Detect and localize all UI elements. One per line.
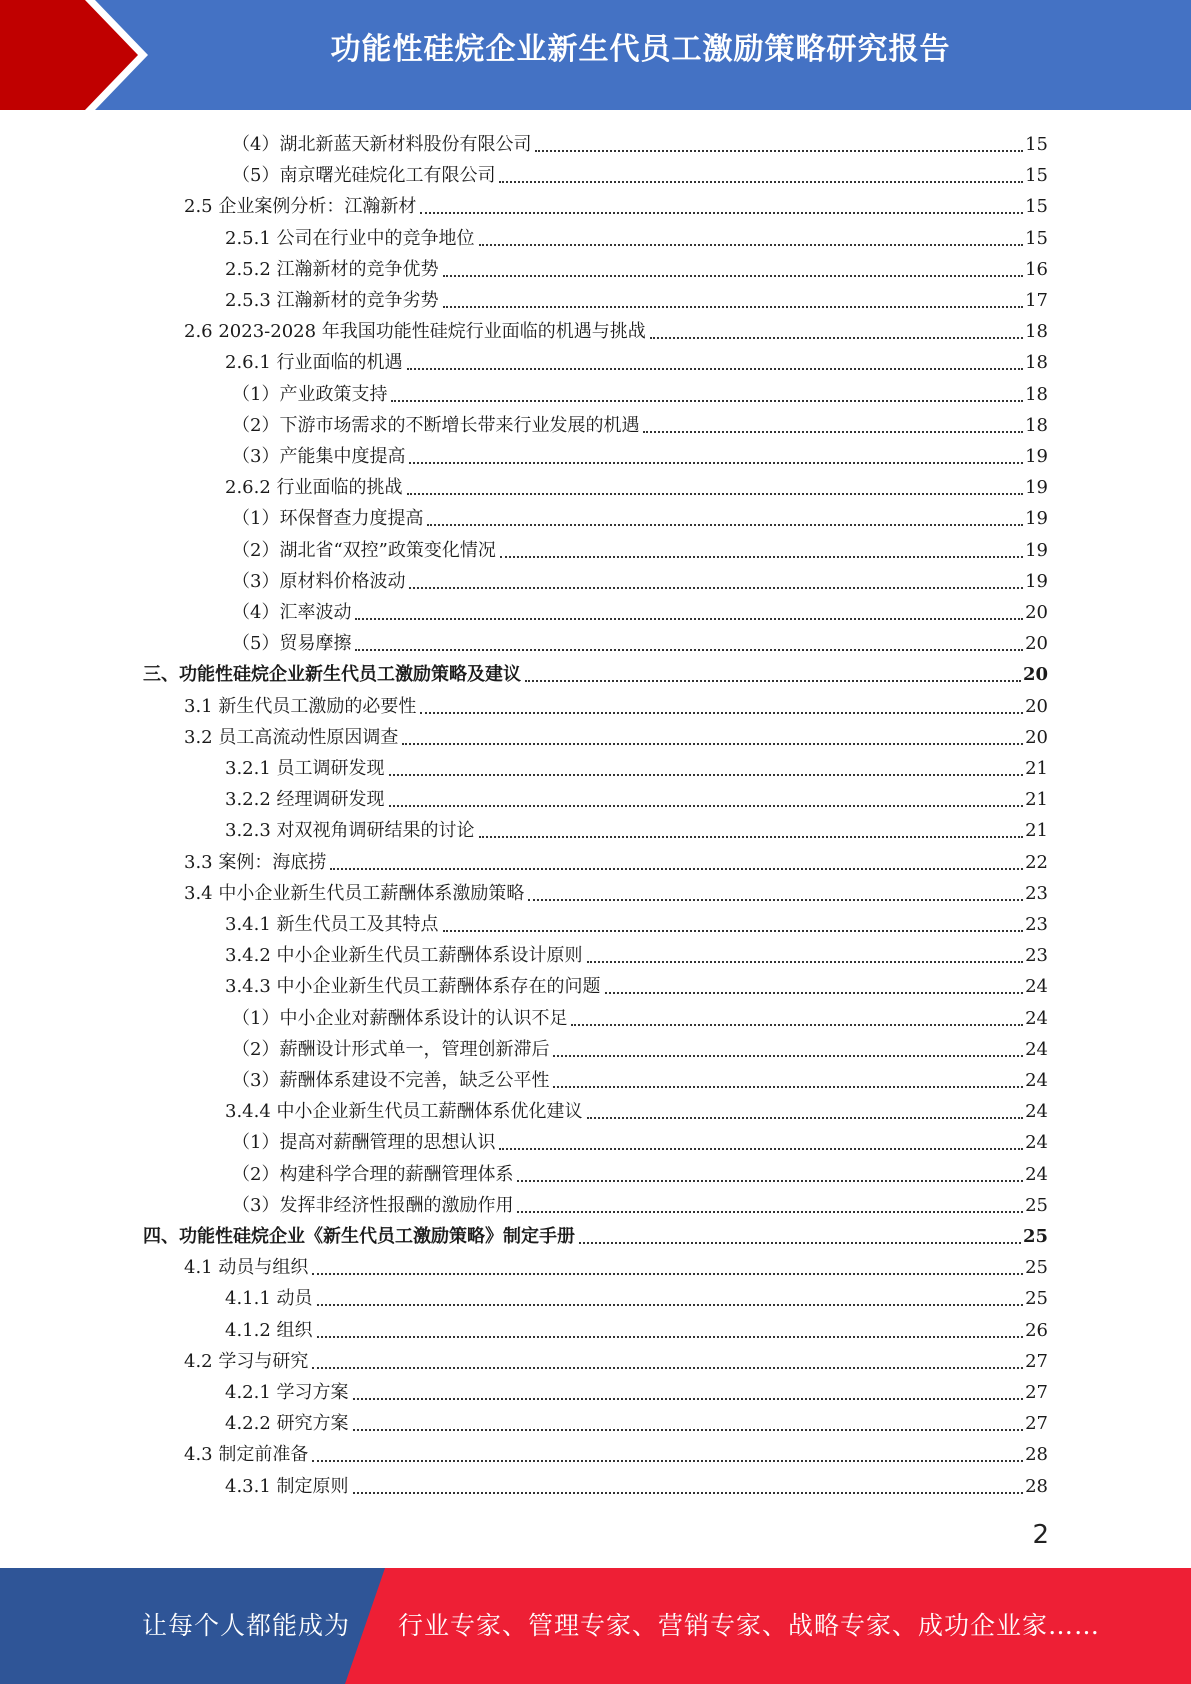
toc-entry-label: （4）汇率波动 [232, 602, 352, 623]
toc-dot-leader [650, 336, 1023, 339]
toc-entry[interactable] [232, 1188, 1048, 1219]
page-header [0, 0, 1191, 110]
toc-entry-label: 3.2 员工高流动性原因调查 [184, 726, 399, 748]
toc-entry[interactable] [225, 751, 1048, 782]
toc-dot-leader [443, 274, 1024, 277]
toc-entry-page: 24 [1025, 1038, 1048, 1060]
toc-entry-page: 25 [1025, 1288, 1048, 1310]
toc-entry[interactable] [143, 1219, 1048, 1250]
toc-entry-label: 2.5.2 江瀚新材的竞争优势 [225, 258, 439, 280]
toc-dot-leader [443, 305, 1024, 308]
footer-slogan-left: 让每个人都能成为 [142, 1611, 351, 1640]
toc-entry[interactable] [232, 158, 1048, 189]
toc-entry[interactable] [232, 501, 1048, 532]
toc-entry-label: （2）下游市场需求的不断增长带来行业发展的机遇 [232, 414, 640, 436]
toc-dot-leader [605, 991, 1024, 994]
toc-dot-leader [500, 555, 1023, 558]
toc-entry-page: 20 [1025, 726, 1048, 748]
toc-entry-page: 17 [1025, 290, 1048, 311]
toc-dot-leader [402, 742, 1023, 745]
toc-dot-leader [409, 586, 1023, 589]
toc-entry[interactable] [232, 1001, 1048, 1032]
toc-entry-page: 15 [1025, 134, 1048, 155]
toc-entry-page: 26 [1025, 1319, 1048, 1341]
toc-entry-label: 3.4.1 新生代员工及其特点 [225, 914, 439, 935]
toc-entry[interactable] [232, 595, 1048, 626]
toc-dot-leader [517, 1179, 1023, 1182]
toc-entry-label: （2）湖北省“双控”政策变化情况 [232, 539, 496, 561]
toc-entry-label: 3.4.4 中小企业新生代员工薪酬体系优化建议 [225, 1101, 583, 1123]
toc-entry[interactable] [232, 1063, 1048, 1094]
toc-entry-label: 3.4.3 中小企业新生代员工薪酬体系存在的问题 [225, 976, 601, 998]
toc-entry[interactable] [225, 1469, 1048, 1500]
toc-entry-page: 21 [1025, 758, 1048, 779]
toc-dot-leader [571, 1023, 1023, 1026]
toc-dot-leader [420, 711, 1023, 714]
toc-entry-label: 4.1.2 组织 [225, 1319, 313, 1341]
toc-entry-page: 15 [1025, 196, 1048, 218]
toc-entry[interactable] [225, 252, 1048, 283]
toc-entry-page: 16 [1025, 258, 1048, 280]
toc-dot-leader [643, 430, 1023, 433]
toc-entry[interactable] [225, 1406, 1048, 1437]
toc-entry-label: （1）提高对薪酬管理的思想认识 [232, 1132, 496, 1154]
toc-dot-leader [443, 929, 1024, 932]
toc-entry-page: 28 [1025, 1444, 1048, 1466]
toc-dot-leader [553, 1085, 1023, 1088]
toc-entry-label: （3）薪酬体系建设不完善，缺乏公平性 [232, 1070, 550, 1091]
toc-entry[interactable] [225, 782, 1048, 813]
toc-entry-page: 22 [1025, 851, 1048, 873]
toc-entry[interactable] [225, 1281, 1048, 1312]
toc-entry-page: 27 [1025, 1413, 1048, 1435]
toc-entry[interactable] [232, 439, 1048, 470]
red-arrow-decoration [0, 0, 160, 110]
toc-entry-page: 21 [1025, 789, 1048, 811]
toc-dot-leader [389, 773, 1024, 776]
toc-entry[interactable] [184, 1250, 1048, 1281]
toc-entry-label: 2.5 企业案例分析：江瀚新材 [184, 196, 417, 218]
page-footer [0, 1568, 1191, 1684]
toc-entry[interactable] [225, 1375, 1048, 1406]
toc-entry-label: 3.2.1 员工调研发现 [225, 758, 385, 779]
toc-entry[interactable] [225, 907, 1048, 938]
toc-entry-label: （1）产业政策支持 [232, 383, 388, 405]
toc-entry[interactable] [232, 626, 1048, 657]
toc-dot-leader [499, 180, 1023, 183]
toc-entry-label: 4.1.1 动员 [225, 1288, 313, 1310]
toc-entry-page: 20 [1022, 664, 1048, 686]
toc-entry-label: 3.4 中小企业新生代员工薪酬体系激励策略 [184, 882, 525, 904]
toc-entry[interactable] [232, 408, 1048, 439]
toc-dot-leader [312, 1366, 1023, 1369]
toc-entry-label: （2）薪酬设计形式单一，管理创新滞后 [232, 1038, 550, 1060]
toc-entry-page: 15 [1025, 227, 1048, 249]
toc-entry-page: 25 [1025, 1257, 1048, 1279]
toc-entry-page: 24 [1025, 1101, 1048, 1123]
toc-dot-leader [553, 1054, 1023, 1057]
toc-entry[interactable] [143, 657, 1048, 688]
toc-entry[interactable] [225, 283, 1048, 314]
toc-entry[interactable] [225, 813, 1048, 844]
toc-dot-leader [389, 804, 1024, 807]
toc-entry-label: 2.5.3 江瀚新材的竞争劣势 [225, 290, 439, 311]
toc-entry-page: 20 [1025, 695, 1048, 717]
toc-entry[interactable] [225, 969, 1048, 1000]
toc-entry-page: 19 [1025, 539, 1048, 561]
toc-entry-label: 3.1 新生代员工激励的必要性 [184, 695, 417, 717]
toc-entry-label: 4.3 制定前准备 [184, 1444, 309, 1466]
toc-entry[interactable] [225, 345, 1048, 376]
report-title: 功能性硅烷企业新生代员工激励策略研究报告 [330, 32, 951, 67]
toc-dot-leader [407, 492, 1024, 495]
toc-entry-page: 20 [1025, 633, 1048, 655]
toc-entry-label: 4.2.2 研究方案 [225, 1413, 349, 1435]
toc-dot-leader [409, 461, 1023, 464]
toc-entry-page: 27 [1025, 1350, 1048, 1372]
toc-entry-page: 18 [1025, 352, 1048, 374]
toc-entry-page: 24 [1025, 1070, 1048, 1091]
footer-slogan-right: 行业专家、管理专家、营销专家、战略专家、成功企业家…… [398, 1611, 1101, 1640]
toc-dot-leader [420, 211, 1023, 214]
toc-dot-leader [579, 1241, 1021, 1244]
toc-entry-label: （1）中小企业对薪酬体系设计的认识不足 [232, 1007, 568, 1029]
toc-entry[interactable] [232, 1125, 1048, 1156]
toc-entry[interactable] [232, 1032, 1048, 1063]
toc-entry-label: 2.5.1 公司在行业中的竞争地位 [225, 227, 475, 249]
toc-entry-page: 18 [1025, 321, 1048, 343]
toc-entry-page: 19 [1025, 508, 1048, 530]
toc-entry-label: （3）原材料价格波动 [232, 570, 406, 592]
toc-entry-label: （3）产能集中度提高 [232, 446, 406, 467]
toc-entry[interactable] [225, 1094, 1048, 1125]
page-number: 2 [1032, 1520, 1049, 1550]
toc-entry-label: （4）湖北新蓝天新材料股份有限公司 [232, 134, 532, 155]
toc-entry-page: 21 [1025, 820, 1048, 842]
toc-dot-leader [528, 898, 1023, 901]
toc-dot-leader [353, 1397, 1024, 1400]
toc-entry[interactable] [184, 720, 1048, 751]
toc-entry[interactable] [184, 189, 1048, 220]
toc-dot-leader [312, 1459, 1023, 1462]
toc-dot-leader [525, 679, 1021, 682]
toc-entry[interactable] [184, 689, 1048, 720]
toc-dot-leader [312, 1272, 1023, 1275]
toc-dot-leader [317, 1303, 1024, 1306]
toc-entry-label: 4.1 动员与组织 [184, 1257, 309, 1279]
toc-dot-leader [587, 1116, 1024, 1119]
toc-entry-label: 3.4.2 中小企业新生代员工薪酬体系设计原则 [225, 945, 583, 967]
toc-entry[interactable] [232, 564, 1048, 595]
toc-entry[interactable] [232, 1157, 1048, 1188]
toc-entry[interactable] [184, 845, 1048, 876]
toc-entry-label: （2）构建科学合理的薪酬管理体系 [232, 1163, 514, 1185]
toc-entry-label: 三、功能性硅烷企业新生代员工激励策略及建议 [143, 664, 521, 686]
toc-entry-page: 28 [1025, 1475, 1048, 1497]
toc-entry-page: 19 [1025, 570, 1048, 592]
toc-dot-leader [391, 399, 1023, 402]
toc-entry-label: 3.2.2 经理调研发现 [225, 789, 385, 811]
toc-entry-label: 4.2.1 学习方案 [225, 1382, 349, 1403]
toc-dot-leader [330, 867, 1023, 870]
toc-entry-label: 2.6.2 行业面临的挑战 [225, 477, 403, 499]
toc-entry-label: （3）发挥非经济性报酬的激励作用 [232, 1194, 514, 1216]
toc-entry-page: 19 [1025, 477, 1048, 499]
toc-dot-leader [587, 960, 1024, 963]
toc-dot-leader [353, 1491, 1024, 1494]
toc-entry-label: 四、功能性硅烷企业《新生代员工激励策略》制定手册 [143, 1226, 575, 1247]
toc-entry-page: 15 [1025, 165, 1048, 187]
toc-dot-leader [517, 1210, 1023, 1213]
toc-entry[interactable] [184, 876, 1048, 907]
toc-entry-label: （5）南京曙光硅烷化工有限公司 [232, 165, 496, 187]
toc-entry[interactable] [184, 1437, 1048, 1468]
toc-entry-page: 24 [1025, 1007, 1048, 1029]
toc-entry-page: 19 [1025, 446, 1048, 467]
toc-entry-label: 2.6.1 行业面临的机遇 [225, 352, 403, 374]
toc-entry[interactable] [232, 127, 1048, 158]
toc-dot-leader [353, 1428, 1024, 1431]
toc-entry[interactable] [225, 1313, 1048, 1344]
toc-entry[interactable] [225, 221, 1048, 252]
toc-dot-leader [317, 1335, 1024, 1338]
toc-entry-page: 25 [1022, 1226, 1048, 1247]
toc-entry-label: 4.3.1 制定原则 [225, 1475, 349, 1497]
toc-entry[interactable] [225, 470, 1048, 501]
toc-entry-page: 23 [1025, 914, 1048, 935]
toc-entry-label: （5）贸易摩擦 [232, 633, 352, 655]
toc-entry-page: 24 [1025, 1132, 1048, 1154]
toc-entry-label: 3.3 案例：海底捞 [184, 851, 327, 873]
toc-dot-leader [407, 367, 1024, 370]
toc-entry-page: 24 [1025, 976, 1048, 998]
toc-entry-page: 20 [1025, 602, 1048, 623]
toc-entry[interactable] [232, 377, 1048, 408]
toc-entry-page: 25 [1025, 1194, 1048, 1216]
toc-entry-page: 23 [1025, 882, 1048, 904]
toc-entry-label: 3.2.3 对双视角调研结果的讨论 [225, 820, 475, 842]
toc-entry-page: 24 [1025, 1163, 1048, 1185]
toc-entry[interactable] [184, 1344, 1048, 1375]
toc-entry-label: （1）环保督查力度提高 [232, 508, 424, 530]
toc-entry-page: 23 [1025, 945, 1048, 967]
toc-entry[interactable] [225, 938, 1048, 969]
toc-dot-leader [355, 648, 1023, 651]
toc-dot-leader [427, 523, 1023, 526]
toc-dot-leader [479, 835, 1024, 838]
toc-dot-leader [355, 617, 1023, 620]
toc-dot-leader [499, 1147, 1023, 1150]
toc-entry-page: 27 [1025, 1382, 1048, 1403]
toc-entry[interactable] [184, 314, 1048, 345]
toc-entry-label: 2.6 2023-2028 年我国功能性硅烷行业面临的机遇与挑战 [184, 321, 646, 343]
toc-entry[interactable] [232, 533, 1048, 564]
toc-dot-leader [535, 149, 1023, 152]
toc-entry-label: 4.2 学习与研究 [184, 1350, 309, 1372]
toc-entry-page: 18 [1025, 383, 1048, 405]
toc-entry-page: 18 [1025, 414, 1048, 436]
toc-dot-leader [479, 243, 1024, 246]
